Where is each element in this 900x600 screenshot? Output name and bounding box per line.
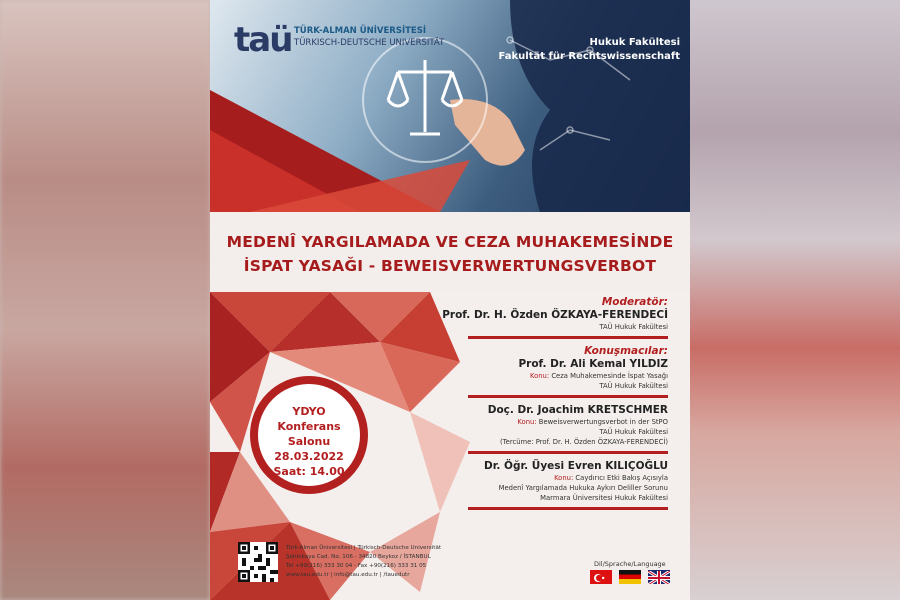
blurred-background-left [0, 0, 210, 600]
speaker-topic-text: Beweisverwertungsverbot in der StPO [538, 418, 668, 426]
contact-address [286, 544, 441, 580]
hero-image [210, 0, 690, 212]
speaker-topic-text: Caydırıcı Etki Bakış Açısıyla [575, 474, 668, 482]
logo-mark: taü [234, 20, 292, 60]
poster-footer [210, 536, 690, 600]
speaker-affiliation: TAÜ Hukuk Fakültesi [599, 382, 668, 390]
speaker-affiliation: Marmara Üniversitesi Hukuk Fakültesi [540, 494, 668, 502]
turkey-flag-icon[interactable] [590, 570, 612, 584]
hand-shape [450, 99, 525, 165]
speaker-name: Prof. Dr. Ali Kemal YILDIZ [518, 358, 668, 370]
speaker-topic [418, 417, 668, 427]
topic-prefix: Konu: [529, 372, 550, 380]
faculty-name-tr: Hukuk Fakültesi [589, 37, 680, 48]
university-logo [234, 20, 445, 60]
speaker-topic-line2: Medenî Yargılamada Hukuka Aykırı Deliller Sorunu [498, 484, 668, 492]
speaker-item [418, 358, 668, 398]
event-info-circle [250, 376, 368, 494]
speaker-affiliation: TAÜ Hukuk Fakültesi [599, 428, 668, 436]
speakers-label: Konuşmacılar: [584, 345, 668, 357]
divider [468, 336, 668, 339]
title-band [210, 212, 690, 292]
topic-prefix: Konu: [554, 474, 574, 482]
blurred-background-right [690, 0, 900, 600]
moderator-name: Prof. Dr. H. Özden ÖZKAYA-FERENDECİ [442, 309, 668, 321]
topic-prefix: Konu: [517, 418, 537, 426]
faculty-name [499, 36, 680, 64]
faculty-name-de: Fakultät für Rechtswissenschaft [498, 51, 680, 62]
event-poster [210, 0, 690, 600]
university-name-de: TÜRKISCH-DEUTSCHE UNIVERSITÄT [294, 38, 445, 48]
speaker-item [418, 460, 668, 510]
speaker-name: Dr. Öğr. Üyesi Evren KILIÇOĞLU [484, 460, 668, 472]
speaker-name: Doç. Dr. Joachim KRETSCHMER [487, 404, 668, 416]
event-date: 28.03.2022 [274, 450, 344, 463]
uk-flag-icon[interactable] [648, 570, 670, 584]
address-line2: Şahinkaya Cad. No. 106 - 34820 Beykoz / İSTANBUL [286, 554, 431, 560]
divider [468, 507, 668, 510]
moderator-affiliation: TAÜ Hukuk Fakültesi [599, 323, 668, 331]
venue-line2: Konferans Salonu [277, 420, 341, 448]
address-line3: Tel +90(216) 333 30 04 - Fax +90(216) 333 31 05 [286, 563, 427, 569]
divider [468, 451, 668, 454]
program-list [418, 296, 668, 516]
qr-code-icon[interactable] [238, 542, 278, 582]
language-label: Dil/Sprache/Language [594, 560, 666, 568]
address-line4: www.tau.edu.tr | info@tau.edu.tr | /tauedutr [286, 572, 410, 578]
moderator-label: Moderatör: [601, 296, 668, 308]
address-line1: Türk-Alman Üniversitesi | Türkisch-Deutsche Universität [286, 545, 442, 551]
translation-note: (Tercüme: Prof. Dr. H. Özden ÖZKAYA-FERENDECİ) [500, 438, 668, 446]
university-name-tr: TÜRK-ALMAN ÜNİVERSİTESİ [294, 26, 427, 36]
suit-shape [510, 0, 690, 212]
event-title-line2: İSPAT YASAĞI - BEWEISVERWERTUNGSVERBOT [243, 257, 657, 275]
speaker-topic [418, 371, 668, 381]
scales-of-justice-icon [388, 60, 462, 134]
germany-flag-icon[interactable] [619, 570, 641, 584]
event-title-line1: MEDENÎ YARGILAMADA VE CEZA MUHAKEMESİNDE [226, 233, 674, 251]
venue-line1: YDYO [292, 405, 326, 418]
speaker-topic [418, 473, 668, 483]
speaker-item [418, 404, 668, 454]
event-time: Saat: 14.00 [273, 465, 345, 478]
speaker-topic-text: Ceza Muhakemesinde İspat Yasağı [551, 372, 668, 380]
language-flags [588, 570, 670, 589]
divider [468, 395, 668, 398]
